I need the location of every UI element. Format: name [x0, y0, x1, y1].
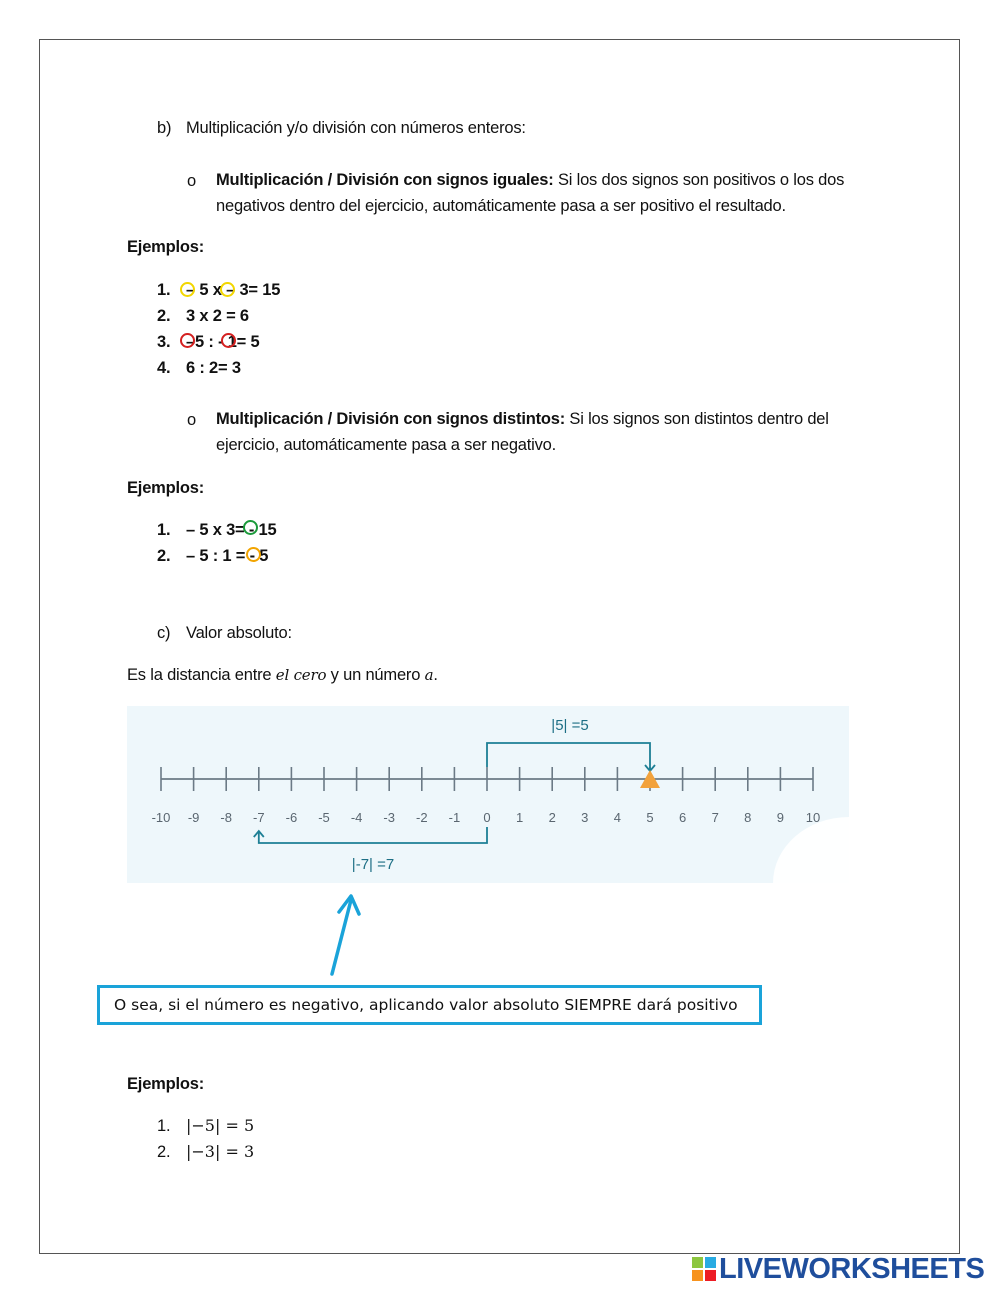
diff-signs-heading: Multiplicación / División con signos distintos: — [216, 410, 566, 428]
positive-abs-label: |5| =5 — [551, 717, 589, 734]
tick-label: 5 — [646, 810, 654, 825]
tick-label: 0 — [483, 810, 491, 825]
diff-signs-text: Si los signos son distintos dentro del — [565, 410, 829, 428]
bullet-equal: o — [187, 172, 196, 190]
diff-signs-rule-line2: ejercicio, automáticamente pasa a ser negativo. — [216, 436, 557, 454]
tick-label: 9 — [776, 810, 785, 825]
tick-label: 4 — [613, 810, 622, 825]
example-2-num: 2. — [157, 307, 171, 325]
example-1: – 5 x – 3= 15 — [186, 281, 281, 299]
tick-label: -6 — [285, 810, 298, 825]
tick-label: -3 — [383, 810, 395, 825]
tick-label: 1 — [515, 810, 524, 825]
tick-label: 3 — [581, 810, 589, 825]
examples-label-3: Ejemplos: — [127, 1075, 205, 1093]
abs-example-1-num: 1. — [157, 1117, 171, 1135]
logo-text: LIVEWORKSHEETS — [719, 1252, 985, 1285]
tick-label: -10 — [151, 810, 171, 825]
example-3-num: 3. — [157, 333, 171, 351]
bullet-diff: o — [187, 411, 196, 429]
highlight-circle — [221, 333, 236, 348]
section-c-marker: c) — [157, 624, 171, 642]
tick-label: -5 — [318, 810, 330, 825]
abs-example-2: |−3| = 3 — [186, 1142, 255, 1161]
diff-example-2: – 5 : 1 = - 5 — [186, 547, 269, 565]
equal-signs-rule-line2: negativos dentro del ejercicio, automáticamente pasa a ser positivo el resultado. — [216, 197, 786, 215]
diff-example-1: – 5 x 3= - 15 — [186, 521, 277, 539]
example-3: –5 : - 1= 5 — [186, 333, 260, 351]
tick-label: -9 — [187, 810, 200, 825]
section-c-title: Valor absoluto: — [186, 624, 292, 642]
equal-signs-text: Si los dos signos son positivos o los dos — [553, 171, 845, 189]
example-2: 3 x 2 = 6 — [186, 307, 249, 325]
abs-example-2-num: 2. — [157, 1143, 171, 1161]
number-line-figure — [127, 706, 849, 883]
highlight-circle — [220, 282, 235, 297]
negative-abs-label: |-7| =7 — [351, 856, 395, 873]
equal-signs-rule-line1 — [216, 171, 844, 190]
pointer-arrow — [320, 890, 370, 980]
highlight-circle — [246, 547, 261, 562]
tick-label: -8 — [220, 810, 232, 825]
highlight-circle — [180, 333, 195, 348]
examples-label-1: Ejemplos: — [127, 238, 205, 256]
highlight-circle — [243, 520, 258, 535]
tick-label: -7 — [253, 810, 265, 825]
tick-label: -2 — [416, 810, 428, 825]
tick-label: 7 — [711, 810, 719, 825]
logo-icon — [692, 1257, 716, 1281]
tick-label: -1 — [448, 810, 461, 825]
section-b-title: Multiplicación y/o división con números enteros: — [186, 119, 526, 137]
tick-label: -4 — [350, 810, 363, 825]
section-b-marker: b) — [157, 119, 172, 137]
worksheet-page — [39, 39, 960, 1254]
abs-example-1: |−5| = 5 — [186, 1116, 255, 1135]
diff-signs-rule-line1 — [216, 410, 829, 429]
tick-label: 2 — [548, 810, 556, 825]
callout-box: O sea, si el número es negativo, aplicando valor absoluto SIEMPRE dará positivo — [97, 985, 762, 1025]
number-line-background — [127, 706, 849, 883]
examples-label-2: Ejemplos: — [127, 479, 205, 497]
liveworksheets-logo — [692, 1254, 984, 1284]
diff-example-1-num: 1. — [157, 521, 171, 539]
tick-label: 8 — [744, 810, 752, 825]
example-1-num: 1. — [157, 281, 171, 299]
tick-label: 6 — [678, 810, 687, 825]
example-4-num: 4. — [157, 359, 171, 377]
absolute-value-definition: Es la distancia entre el cero y un número a. — [127, 666, 438, 684]
highlight-circle — [180, 282, 195, 297]
equal-signs-heading: Multiplicación / División con signos iguales: — [216, 171, 554, 189]
diff-example-2-num: 2. — [157, 547, 171, 565]
tick-label: 10 — [805, 810, 821, 825]
example-4: 6 : 2= 3 — [186, 359, 241, 377]
